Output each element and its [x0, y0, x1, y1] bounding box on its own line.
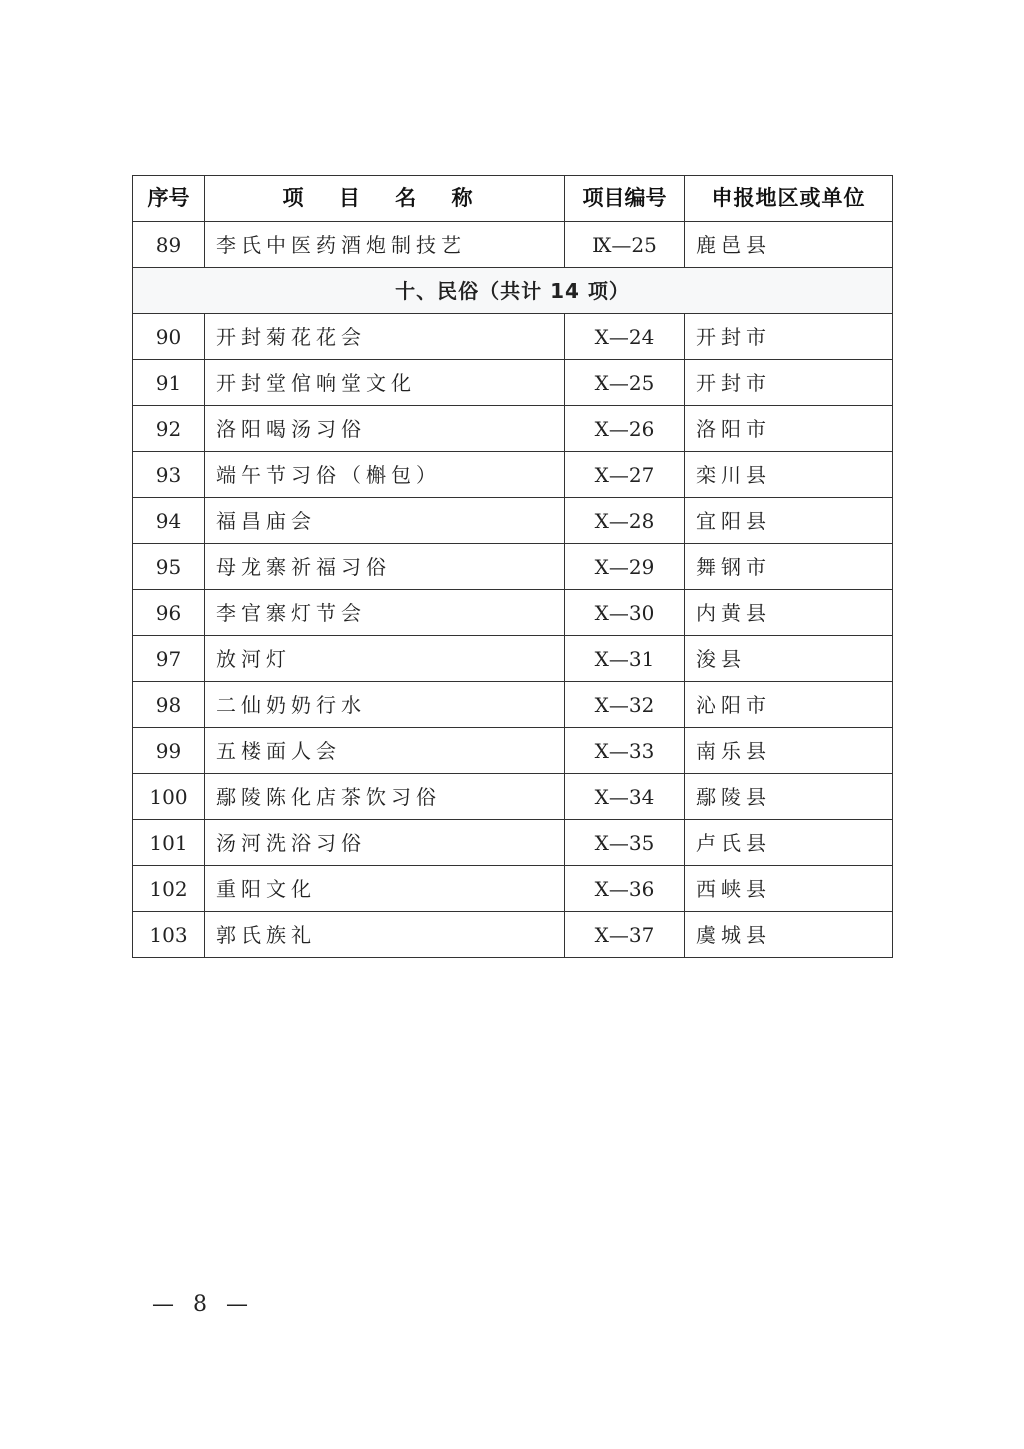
row-seq: 95 [133, 544, 205, 590]
row-region: 鹿邑县 [685, 222, 893, 268]
row-region: 西峡县 [685, 866, 893, 912]
page-number: — 8 — [152, 1292, 254, 1317]
table-row [133, 452, 893, 498]
row-region: 宜阳县 [685, 498, 893, 544]
header-region: 申报地区或单位 [685, 176, 893, 222]
table-row [133, 682, 893, 728]
row-code: Ⅹ—30 [565, 590, 685, 636]
row-seq: 91 [133, 360, 205, 406]
table-header-row [133, 176, 893, 222]
table-row [133, 590, 893, 636]
row-region: 虞城县 [685, 912, 893, 958]
row-name: 李官寨灯节会 [205, 590, 565, 636]
table-row [133, 314, 893, 360]
row-name: 李氏中医药酒炮制技艺 [205, 222, 565, 268]
row-region: 舞钢市 [685, 544, 893, 590]
table-row [133, 774, 893, 820]
row-name: 开封菊花花会 [205, 314, 565, 360]
row-region: 浚县 [685, 636, 893, 682]
row-code: Ⅹ—24 [565, 314, 685, 360]
table-row [133, 222, 893, 268]
row-name: 开封堂倌响堂文化 [205, 360, 565, 406]
row-seq: 89 [133, 222, 205, 268]
table-row [133, 360, 893, 406]
row-region: 南乐县 [685, 728, 893, 774]
row-seq: 100 [133, 774, 205, 820]
row-seq: 96 [133, 590, 205, 636]
row-code: Ⅹ—29 [565, 544, 685, 590]
row-code: Ⅹ—35 [565, 820, 685, 866]
row-name: 洛阳喝汤习俗 [205, 406, 565, 452]
table-row [133, 636, 893, 682]
row-seq: 94 [133, 498, 205, 544]
row-seq: 103 [133, 912, 205, 958]
row-name: 二仙奶奶行水 [205, 682, 565, 728]
row-seq: 92 [133, 406, 205, 452]
table-row [133, 728, 893, 774]
table-row [133, 498, 893, 544]
row-region: 卢氏县 [685, 820, 893, 866]
section-title: 十、民俗（共计 14 项） [133, 268, 893, 314]
table-body [133, 222, 893, 958]
row-seq: 99 [133, 728, 205, 774]
row-name: 端午节习俗（槲包） [205, 452, 565, 498]
table-row [133, 912, 893, 958]
table-row [133, 406, 893, 452]
row-region: 内黄县 [685, 590, 893, 636]
row-seq: 93 [133, 452, 205, 498]
header-code: 项目编号 [565, 176, 685, 222]
row-region: 洛阳市 [685, 406, 893, 452]
row-name: 母龙寨祈福习俗 [205, 544, 565, 590]
section-heading-row [133, 268, 893, 314]
row-name: 汤河洗浴习俗 [205, 820, 565, 866]
row-code: Ⅹ—27 [565, 452, 685, 498]
row-name: 重阳文化 [205, 866, 565, 912]
row-seq: 97 [133, 636, 205, 682]
row-seq: 102 [133, 866, 205, 912]
row-code: Ⅹ—33 [565, 728, 685, 774]
header-name: 项 目 名 称 [205, 176, 565, 222]
row-seq: 101 [133, 820, 205, 866]
row-code: Ⅹ—32 [565, 682, 685, 728]
row-code: Ⅹ—25 [565, 360, 685, 406]
row-code: Ⅹ—31 [565, 636, 685, 682]
row-name: 五楼面人会 [205, 728, 565, 774]
row-code: Ⅹ—37 [565, 912, 685, 958]
row-code: Ⅹ—34 [565, 774, 685, 820]
row-code: Ⅹ—26 [565, 406, 685, 452]
row-name: 放河灯 [205, 636, 565, 682]
row-region: 开封市 [685, 314, 893, 360]
row-code: Ⅸ—25 [565, 222, 685, 268]
table-row [133, 866, 893, 912]
row-region: 鄢陵县 [685, 774, 893, 820]
row-region: 开封市 [685, 360, 893, 406]
row-seq: 90 [133, 314, 205, 360]
row-region: 沁阳市 [685, 682, 893, 728]
row-code: Ⅹ—28 [565, 498, 685, 544]
row-region: 栾川县 [685, 452, 893, 498]
row-code: Ⅹ—36 [565, 866, 685, 912]
row-name: 鄢陵陈化店茶饮习俗 [205, 774, 565, 820]
table-row [133, 544, 893, 590]
table-row [133, 820, 893, 866]
header-seq: 序号 [133, 176, 205, 222]
row-seq: 98 [133, 682, 205, 728]
row-name: 福昌庙会 [205, 498, 565, 544]
row-name: 郭氏族礼 [205, 912, 565, 958]
heritage-list-table [132, 175, 893, 958]
